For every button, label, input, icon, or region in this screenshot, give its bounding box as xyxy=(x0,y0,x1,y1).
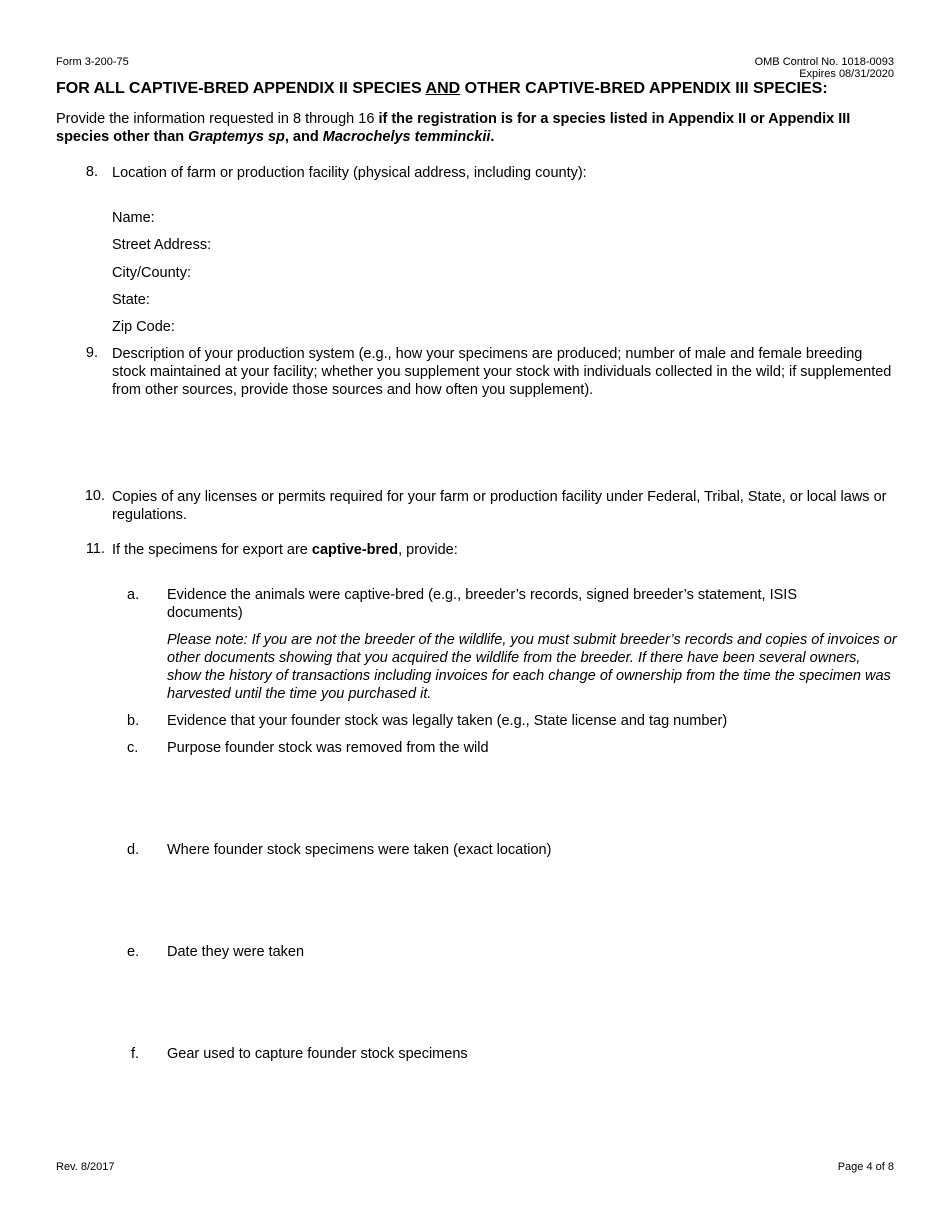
q11a-note: Please note: If you are not the breeder of the wildlife, you must submit breeder’s records and copies of invoices or other documents showing that you acquired the wildlife from the breeder. If there have been several owners, show the history of transactions including invoices for each change of ownership from the time the specimen was harvested until the time you purchased it. xyxy=(167,632,897,702)
q10-text: Copies of any licenses or permits required for your farm or production facility under Federal, Tribal, State, or local laws or regulations. xyxy=(112,489,887,523)
revision-date: Rev. 8/2017 xyxy=(56,1161,115,1173)
page-number: Page 4 of 8 xyxy=(837,1161,894,1173)
intro-species2: Macrochelys temminckii xyxy=(322,129,491,145)
q11a-text: Evidence the animals were captive-bred (e.g., breeder’s records, signed breeder’s statement, ISIS documents) xyxy=(167,587,798,621)
title-and: AND xyxy=(425,80,461,97)
q11e-text: Date they were taken xyxy=(167,944,305,960)
q8-number: 8. xyxy=(85,164,98,180)
q11-text xyxy=(112,541,892,559)
title-part1: FOR ALL CAPTIVE-BRED APPENDIX II SPECIES xyxy=(56,80,426,97)
q11c-text: Purpose founder stock was removed from the wild xyxy=(167,740,489,756)
form-number: Form 3-200-75 xyxy=(56,56,129,68)
q11f-letter: f. xyxy=(131,1046,140,1062)
q9-text: Description of your production system (e.g., how your specimens are produced; number of male and female breeding stock maintained at your facility; whether you supplement your stock with individuals collected in the wild; if supplemented from other sources, provide those sources and how often you supplement). xyxy=(112,346,892,398)
field-name-label: Name: xyxy=(112,210,155,226)
field-street-address-label: Street Address: xyxy=(112,237,212,253)
q11-text-bold: captive-bred xyxy=(311,542,399,558)
field-city-county-label: City/County: xyxy=(112,265,191,281)
section-title xyxy=(56,80,828,98)
q11e-letter: e. xyxy=(127,944,140,960)
field-zip-code-label: Zip Code: xyxy=(112,319,175,335)
instructions-paragraph xyxy=(56,110,896,146)
q11c-letter: c. xyxy=(127,740,139,756)
intro-bold: if the registration is for a species listed in Appendix II or Appendix III species other than xyxy=(56,111,851,145)
q11b-letter: b. xyxy=(127,713,140,729)
q9-number: 9. xyxy=(85,345,98,361)
q11d-text: Where founder stock specimens were taken (exact location) xyxy=(167,842,552,858)
intro-species1: Graptemys sp xyxy=(188,129,285,145)
q11-text-before: If the specimens for export are xyxy=(112,542,312,558)
q11b-text: Evidence that your founder stock was legally taken (e.g., State license and tag number) xyxy=(167,713,728,729)
intro-end: . xyxy=(490,129,495,145)
q11-number: 11. xyxy=(85,541,105,557)
omb-control-number: OMB Control No. 1018-0093 xyxy=(754,56,894,68)
q8-text: Location of farm or production facility (physical address, including county): xyxy=(112,165,587,181)
q11f-text: Gear used to capture founder stock specimens xyxy=(167,1046,468,1062)
q10-number: 10. xyxy=(84,488,105,504)
title-part2: OTHER CAPTIVE-BRED APPENDIX III SPECIES: xyxy=(460,80,828,97)
expiration-date: Expires 08/31/2020 xyxy=(799,68,894,80)
q11-text-after: , provide: xyxy=(398,542,458,558)
q11d-letter: d. xyxy=(127,842,140,858)
intro-plain: Provide the information requested in 8 through 16 xyxy=(56,111,379,127)
field-state-label: State: xyxy=(112,292,150,308)
omb-info xyxy=(755,56,894,80)
intro-and: , and xyxy=(284,129,323,145)
q11a-letter: a. xyxy=(127,587,140,603)
